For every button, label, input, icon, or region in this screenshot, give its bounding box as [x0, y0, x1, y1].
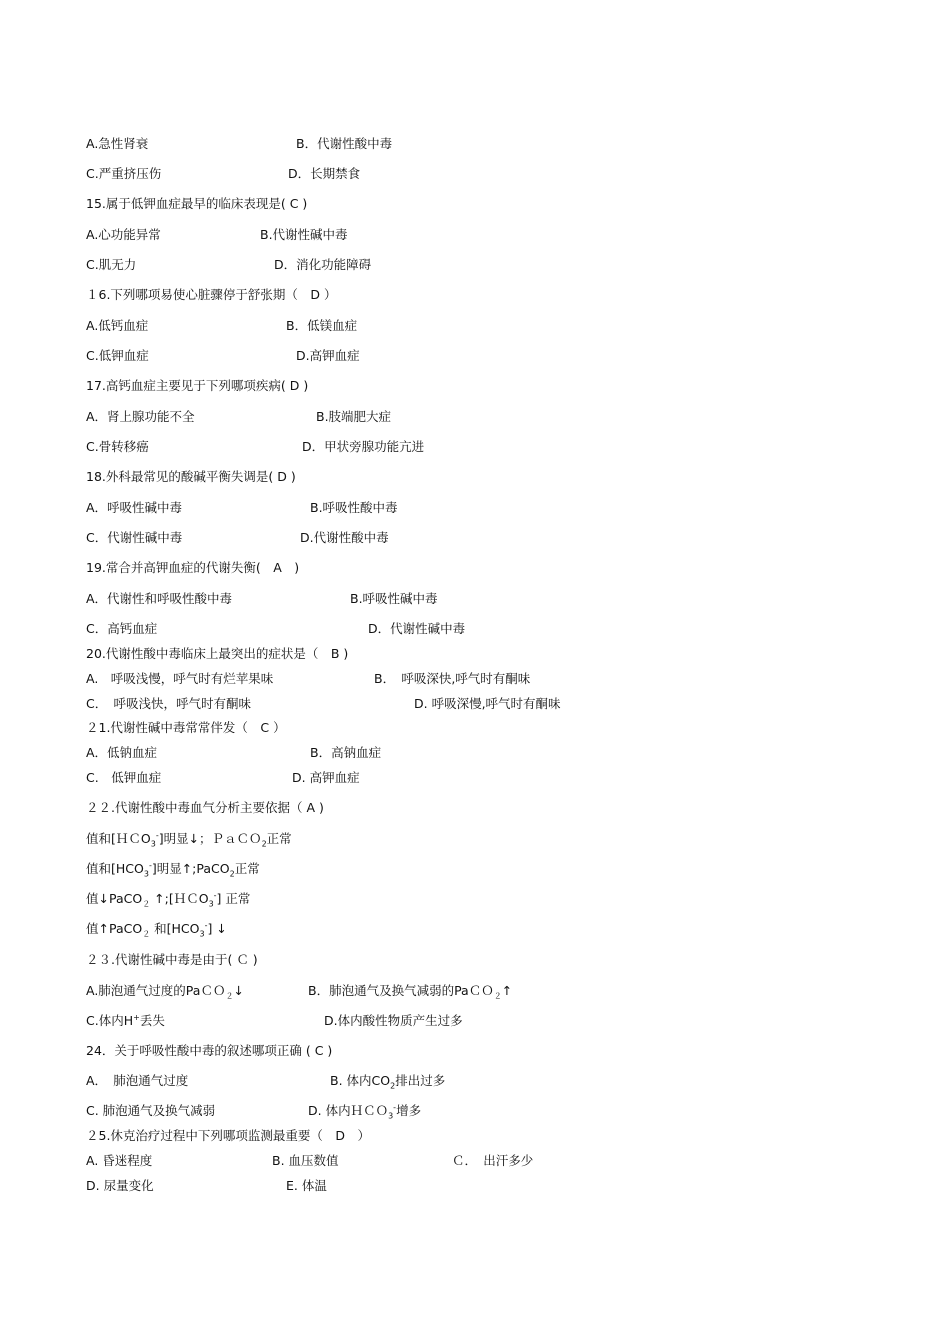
- q25-stem: ２5.休克治疗过程中下列哪项监测最重要（ D ）: [86, 1128, 371, 1143]
- q14-option-a: A.急性肾衰: [86, 136, 149, 151]
- q23-option-d: D.体内酸性物质产生过多: [324, 1013, 463, 1028]
- q23-stem: ２３.代谢性碱中毒是由于( Ｃ ): [86, 952, 258, 967]
- q16-option-a: A.低钙血症: [86, 318, 149, 333]
- q18-option-c: C．代谢性碱中毒: [86, 530, 183, 545]
- q14-option-c: C.严重挤压伤: [86, 166, 162, 181]
- q15-option-a: A.心功能异常: [86, 227, 161, 242]
- q14-option-b: B．代谢性酸中毒: [296, 136, 393, 151]
- q15-stem: 15.属于低钾血症最早的临床表现是( C ): [86, 196, 308, 211]
- q24-option-a: A． 肺泡通气过度: [86, 1073, 189, 1088]
- q21-option-d: D. 高钾血症: [292, 770, 360, 785]
- q17-option-b: B.肢端肥大症: [316, 409, 392, 424]
- q22-option-2: 值和$[HCO_3^-]$明显↑;PaCO$_2$正常: [86, 860, 260, 879]
- q18-option-d: D.代谢性酸中毒: [300, 530, 389, 545]
- q20-option-c: C． 呼吸浅快，呼气时有酮味: [86, 696, 251, 711]
- q17-stem: 17.高钙血症主要见于下列哪项疾病( D ): [86, 378, 309, 393]
- q25-option-c: Ｃ． 出汗多少: [452, 1153, 534, 1168]
- q19-stem: 19.常合并高钾血症的代谢失衡( A ): [86, 560, 300, 575]
- q16-option-b: B．低镁血症: [286, 318, 358, 333]
- q18-stem: 18.外科最常见的酸碱平衡失调是( D ): [86, 469, 296, 484]
- q24-option-c: C. 肺泡通气及换气减弱: [86, 1103, 216, 1118]
- q21-stem: ２1.代谢性碱中毒常常伴发（ C ）: [86, 720, 286, 735]
- q22-option-3: 值↓PaCO$_2$ ↑;[ＨＣO$_3$-] 正常: [86, 890, 251, 909]
- q24-stem: 24．关于呼吸性酸中毒的叙述哪项正确 ( C ): [86, 1043, 333, 1058]
- q18-option-a: A．呼吸性碱中毒: [86, 500, 183, 515]
- q20-option-a: A. 呼吸浅慢，呼气时有烂苹果味: [86, 671, 274, 686]
- q25-option-d: D. 尿量变化: [86, 1178, 154, 1193]
- q23-option-b: B．肺泡通气及换气减弱的PaＣＯ$_2$↑: [308, 983, 513, 1001]
- q21-option-c: C. 低钾血症: [86, 770, 162, 785]
- q15-option-b: B.代谢性碱中毒: [260, 227, 348, 242]
- q14-option-d: D．长期禁食: [288, 166, 361, 181]
- q17-option-c: C.骨转移癌: [86, 439, 149, 454]
- q23-option-a: A.肺泡通气过度的PaＣＯ$_2$↓: [86, 983, 244, 1001]
- q19-option-b: B.呼吸性碱中毒: [350, 591, 438, 606]
- q25-option-e: E. 体温: [286, 1178, 327, 1193]
- q23-option-c: C.体内H+丢失: [86, 1012, 165, 1028]
- q24-option-d: D. 体内ＨＣＯ$_3$-增多: [308, 1102, 422, 1121]
- q25-option-a: A. 昏迷程度: [86, 1153, 153, 1168]
- q22-option-4: 值↑PaCO$_2$ 和$[HCO_3^-]$ ↓: [86, 920, 227, 939]
- q22-option-1: 值和[ＨＣO$_3$-]明显↓；ＰａＣＯ$_2$正常: [86, 830, 292, 849]
- q21-option-b: B．高钠血症: [310, 745, 382, 760]
- q20-option-d: D. 呼吸深慢,呼气时有酮味: [414, 696, 561, 711]
- q19-option-c: C．高钙血症: [86, 621, 158, 636]
- q17-option-a: A．肾上腺功能不全: [86, 409, 195, 424]
- q20-stem: 20.代谢性酸中毒临床上最突出的症状是（ B ): [86, 646, 349, 661]
- q15-option-c: C.肌无力: [86, 257, 137, 272]
- q19-option-a: A．代谢性和呼吸性酸中毒: [86, 591, 233, 606]
- q16-option-c: C.低钾血症: [86, 348, 149, 363]
- q25-option-b: B. 血压数值: [272, 1153, 339, 1168]
- q21-option-a: A．低钠血症: [86, 745, 158, 760]
- q17-option-d: D．甲状旁腺功能亢进: [302, 439, 425, 454]
- q15-option-d: D．消化功能障碍: [274, 257, 372, 272]
- q18-option-b: B.呼吸性酸中毒: [310, 500, 398, 515]
- q24-option-b: B. 体内$CO_2$排出过多: [330, 1073, 446, 1091]
- q22-stem: ２２.代谢性酸中毒血气分析主要依据（ A ): [86, 800, 324, 815]
- q19-option-d: D．代谢性碱中毒: [368, 621, 466, 636]
- q16-stem: １6.下列哪项易使心脏骤停于舒张期（ D ）: [86, 287, 337, 302]
- q16-option-d: D.高钾血症: [296, 348, 360, 363]
- q20-option-b: B． 呼吸深快,呼气时有酮味: [374, 671, 531, 686]
